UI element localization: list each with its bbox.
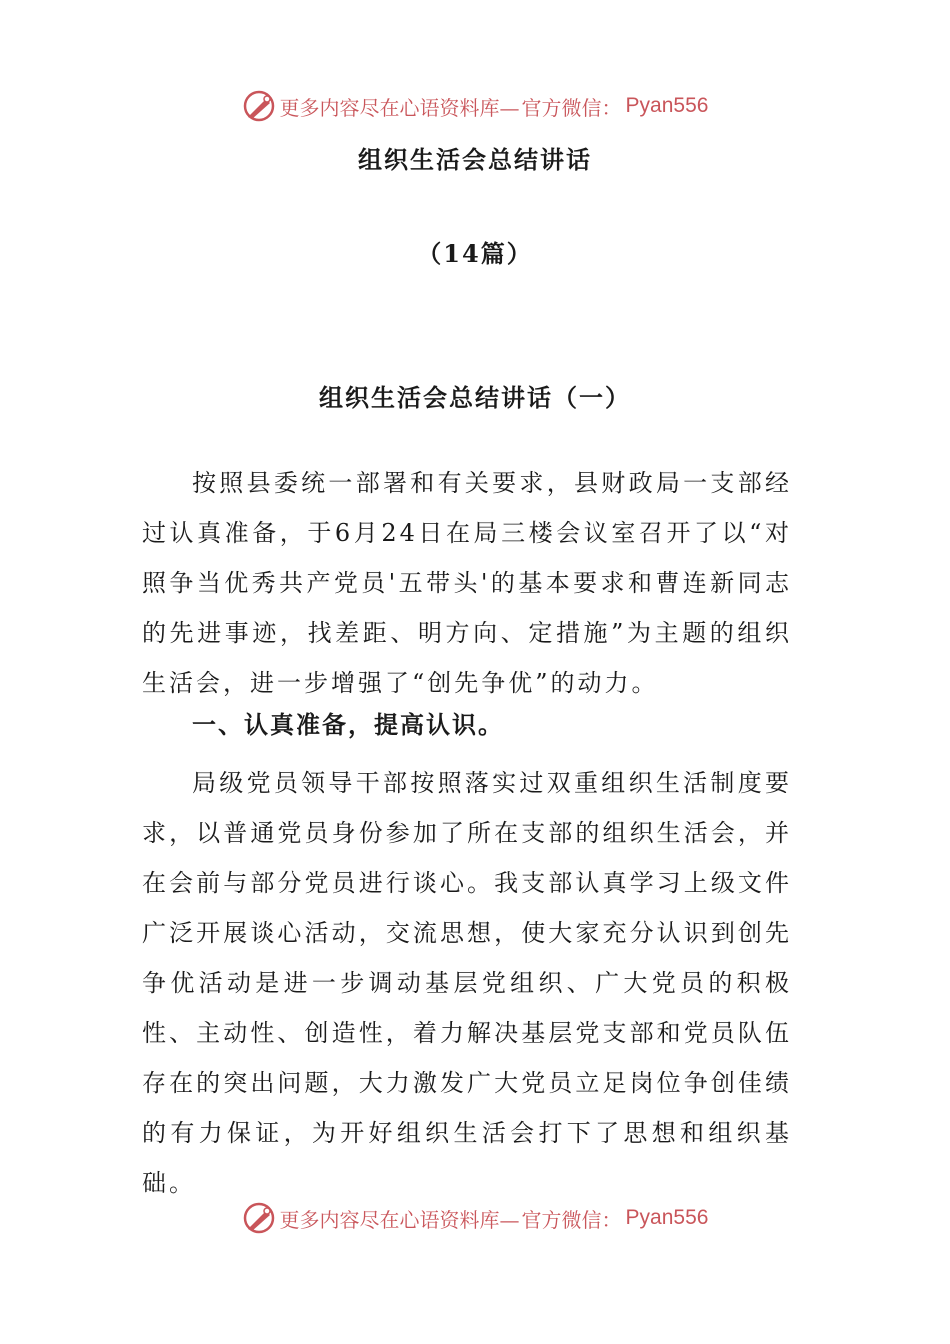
section-title: 组织生活会总结讲话（一）	[319, 383, 631, 412]
paragraph-preparation: 局级党员领导干部按照落实过双重组织生活制度要求，以普通党员身份参加了所在支部的组织生活会，并在会前与部分党员进行谈心。我支部认真学习上级文件广泛开展谈心活动，交流思想，使大家充分认识到创先争优活动是进一步调动基层党组织、广大党员的积极性、主动性、创造性，着力解决基层党支部和党员队伍存在的突出问题，大力激发广大党员立足岗位争创佳绩的有力保证，为开好组织生活会打下了思想和组织基础。	[142, 769, 792, 1197]
banner-wechat-label: 官方微信：	[521, 1207, 622, 1232]
pen-nib-logo-icon	[242, 89, 276, 123]
section-heading-1: 一、认真准备，提高认识。	[192, 710, 504, 739]
paragraph-intro: 按照县委统一部署和有关要求，县财政局一支部经过认真准备，于6月24日在局三楼会议室召开了以“对照争当优秀共产党员'五带头'的基本要求和曹连新同志的先进事迹，找差距、明方向、定措施”为主题的组织生活会，进一步增强了“创先争优”的动力。	[142, 469, 792, 697]
pen-nib-logo-icon	[242, 1201, 276, 1235]
banner-brand-text: 更多内容尽在心语资料库—	[279, 1207, 520, 1232]
document-count: （14篇）	[417, 239, 533, 268]
banner-brand-text: 更多内容尽在心语资料库—	[279, 95, 520, 120]
banner-wechat-label: 官方微信：	[521, 95, 622, 120]
banner-wechat-id: Pyan556	[625, 1206, 709, 1229]
header-banner	[0, 86, 950, 126]
banner-wechat-id: Pyan556	[625, 94, 709, 117]
document-title: 组织生活会总结讲话	[358, 145, 592, 174]
footer-banner	[0, 1198, 950, 1238]
